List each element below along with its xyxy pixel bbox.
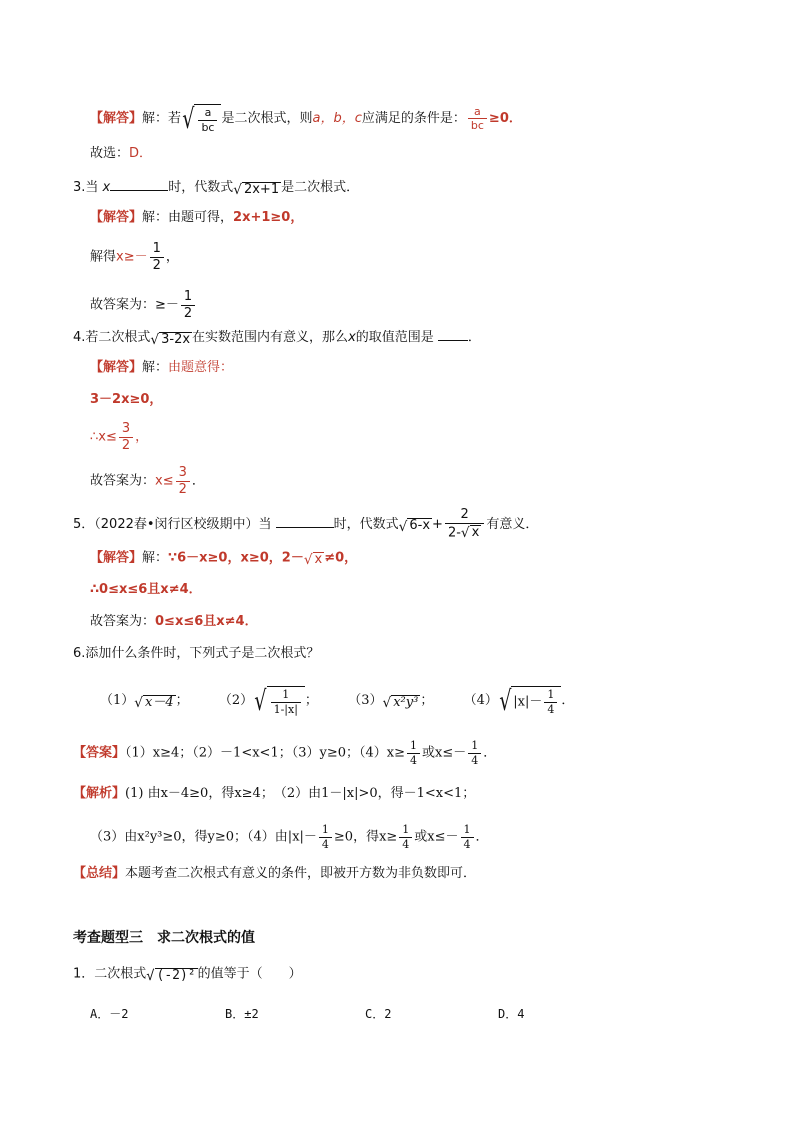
answer-blank bbox=[438, 326, 468, 341]
question-4: 4.若二次根式√ 3-2x 在实数范围内有意义，那么x的取值范围是 ． bbox=[73, 326, 481, 348]
radical-6-minus-x: √ 6-x bbox=[398, 518, 431, 535]
q3-answer-3: 故答案为：≥－ $\frac{1}{2}$ bbox=[90, 290, 197, 320]
question-5: 5．（2022春•闵行区校级期中）当 时，代数式√ 6-x + $\frac{2}{2-√ x}$ 有意义． bbox=[73, 507, 539, 541]
q6-summary: 【总结】本题考查二次根式有意义的条件，即被开方数为非负数即可． bbox=[73, 866, 477, 881]
q6-answer: 【答案】（1）x≥4；（2）－1<x<1；（3）y≥0；（4）x≥ $\frac{1}{4}$ 或x≤－ $\frac{1}{4}$ ． bbox=[73, 739, 497, 767]
option-a[interactable]: A．－2 bbox=[90, 1007, 129, 1021]
section-title: 考查题型三 求二次根式的值 bbox=[73, 930, 255, 946]
answer-tag: 【解答】 bbox=[90, 111, 143, 127]
radical-1-over-1-minus-abs-x: √ $\frac{1}{1-|x|}$ bbox=[253, 686, 305, 715]
q6-items: （1）√ x－4 ； （2）√ $\frac{1}{1-|x|}$ ； （3）√ x²y³ ； （4）√ |x|－ $\frac{1}{4}$ ． bbox=[100, 685, 575, 717]
radical-abs-x-minus-quarter: √ |x|－ $\frac{1}{4}$ bbox=[498, 686, 562, 715]
q3-answer-1: 【解答】解：由题可得，2x+1≥0， bbox=[90, 210, 304, 225]
q4-answer-2: 3－2x≥0， bbox=[90, 392, 163, 407]
option-b[interactable]: B．±2 bbox=[225, 1007, 259, 1021]
option-c[interactable]: C．2 bbox=[365, 1007, 392, 1021]
radical-neg2-squared: √ (-2)² bbox=[146, 968, 196, 985]
radical-x-minus-4: √ x－4 bbox=[134, 694, 174, 711]
q5-answer-2: ∴0≤x≤6且x≠4． bbox=[90, 582, 202, 597]
solution-line-p1: 【解答】解：若√ $\frac{a}{bc}$ 是二次根式，则a，b，c应满足的条件是： $\frac{a}{bc}$ ≥0． bbox=[90, 103, 522, 135]
sec3-question-1: 1．二次根式√ (-2)² 的值等于（ ） bbox=[73, 964, 302, 985]
question-3: 3.当 x 时，代数式√ 2x+1 是二次根式． bbox=[73, 176, 359, 198]
choose-line: 故选：D． bbox=[90, 146, 153, 161]
option-d[interactable]: D．4 bbox=[498, 1007, 525, 1021]
q6-analysis-2: （3）由x²y³≥0，得y≥0；（4）由|x|－ $\frac{1}{4}$ ≥0，得x≥ $\frac{1}{4}$ 或x≤－ $\frac{1}{4}$ ． bbox=[90, 823, 489, 851]
q3-answer-2: 解得x≥－ $\frac{1}{2}$ ， bbox=[90, 241, 179, 273]
radical-3-minus-2x: √ 3-2x bbox=[150, 331, 191, 348]
radical-a-over-bc: √ $\frac{a}{bc}$ bbox=[181, 104, 221, 133]
answer-blank bbox=[110, 176, 168, 191]
q4-answer-3: ∴x≤ $\frac{3}{2}$ ， bbox=[90, 421, 149, 453]
q5-answer-3: 故答案为：0≤x≤6且x≠4． bbox=[90, 614, 258, 629]
answer-blank bbox=[276, 513, 334, 528]
radical-2x-plus-1: √ 2x+1 bbox=[233, 181, 280, 198]
question-6: 6.添加什么条件时，下列式子是二次根式？ bbox=[73, 646, 320, 661]
radical-x2y3: √ x²y³ bbox=[382, 694, 419, 711]
q5-answer-1: 【解答】解：∵6－x≥0，x≥0，2－√ x ≠0， bbox=[90, 550, 358, 569]
q4-answer-1: 【解答】解：由题意得： bbox=[90, 360, 234, 375]
q6-analysis-1: 【解析】(1) 由x－4≥0，得x≥4； （2）由1－|x|>0，得－1<x<1； bbox=[73, 786, 476, 801]
q4-answer-4: 故答案为：x≤ $\frac{3}{2}$ ． bbox=[90, 465, 205, 497]
